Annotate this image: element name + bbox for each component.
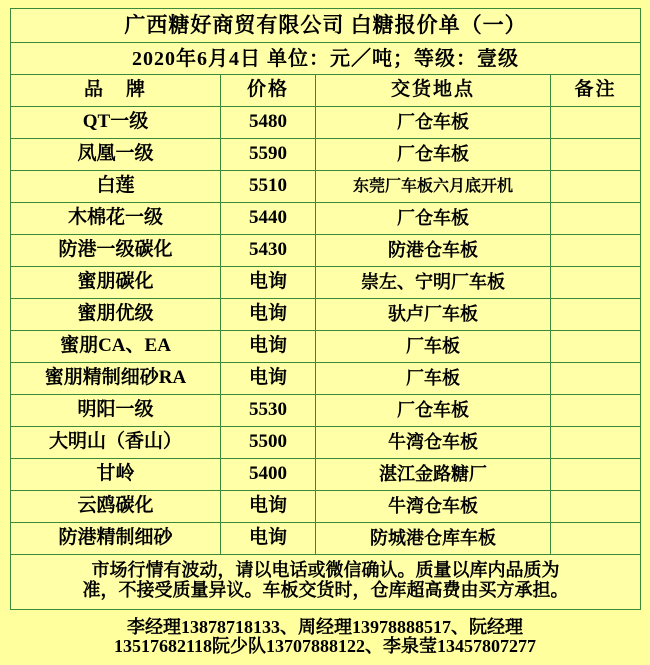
cell-price: 电询 (221, 523, 316, 555)
table-header-row (11, 75, 641, 107)
table-row (11, 299, 641, 331)
cell-place: 防港仓车板 (316, 235, 551, 267)
cell-remark (551, 363, 641, 395)
table-row (11, 363, 641, 395)
cell-remark (551, 235, 641, 267)
contact-row (10, 610, 640, 665)
cell-price: 电询 (221, 331, 316, 363)
cell-price: 5440 (221, 203, 316, 235)
cell-remark (551, 267, 641, 299)
table-row (11, 107, 641, 139)
price-table (10, 8, 641, 610)
table-row (11, 523, 641, 555)
header-place: 交货地点 (316, 75, 551, 107)
cell-place: 厂仓车板 (316, 107, 551, 139)
subtitle-row (11, 43, 641, 75)
cell-price: 5510 (221, 171, 316, 203)
table-row (11, 139, 641, 171)
cell-place: 驮卢厂车板 (316, 299, 551, 331)
table-row (11, 203, 641, 235)
cell-remark (551, 107, 641, 139)
cell-brand: 防港精制细砂 (11, 523, 221, 555)
cell-price: 电询 (221, 267, 316, 299)
contact-line-2: 13517682118阮少队13707888122、李泉莹13457807277 (113, 636, 536, 657)
cell-price: 电询 (221, 491, 316, 523)
cell-brand: 木棉花一级 (11, 203, 221, 235)
table-row (11, 331, 641, 363)
contact-block (10, 610, 640, 665)
note-line-1: 市场行情有波动，请以电话或微信确认。质量以库内品质为 (91, 560, 560, 580)
cell-remark (551, 427, 641, 459)
note-line-2: 准，不接受质量异议。车板交货时，仓库超高费由买方承担。 (82, 579, 569, 600)
cell-brand: 大明山（香山） (11, 427, 221, 459)
cell-price: 电询 (221, 363, 316, 395)
cell-price: 5500 (221, 427, 316, 459)
table-row (11, 171, 641, 203)
table-row (11, 491, 641, 523)
note-block (11, 555, 641, 610)
note-row (11, 555, 641, 610)
cell-brand: 防港一级碳化 (11, 235, 221, 267)
document-title: 广西糖好商贸有限公司 白糖报价单（一） (11, 9, 641, 43)
document-subtitle: 2020年6月4日 单位：元／吨；等级：壹级 (11, 43, 641, 75)
table-row (11, 395, 641, 427)
table-row (11, 267, 641, 299)
cell-place: 牛湾仓车板 (316, 427, 551, 459)
title-row (11, 9, 641, 43)
contact-table (10, 610, 640, 665)
cell-remark (551, 171, 641, 203)
cell-brand: 甘岭 (11, 459, 221, 491)
cell-brand: QT一级 (11, 107, 221, 139)
cell-brand: 蜜朋CA、EA (11, 331, 221, 363)
cell-place: 崇左、宁明厂车板 (316, 267, 551, 299)
cell-remark (551, 491, 641, 523)
cell-price: 5530 (221, 395, 316, 427)
cell-remark (551, 299, 641, 331)
cell-place: 厂车板 (316, 331, 551, 363)
cell-brand: 云鸥碳化 (11, 491, 221, 523)
price-table-body (11, 9, 641, 610)
cell-place: 牛湾仓车板 (316, 491, 551, 523)
cell-place: 厂仓车板 (316, 139, 551, 171)
cell-remark (551, 203, 641, 235)
cell-place: 防城港仓库车板 (316, 523, 551, 555)
cell-brand: 蜜朋优级 (11, 299, 221, 331)
cell-price: 电询 (221, 299, 316, 331)
contact-line-1: 李经理13878718133、周经理13978888517、阮经理 (127, 616, 523, 637)
cell-place: 厂车板 (316, 363, 551, 395)
cell-remark (551, 459, 641, 491)
cell-price: 5430 (221, 235, 316, 267)
cell-brand: 明阳一级 (11, 395, 221, 427)
cell-price: 5480 (221, 107, 316, 139)
cell-place: 东莞厂车板六月底开机 (316, 171, 551, 203)
cell-place: 厂仓车板 (316, 395, 551, 427)
cell-remark (551, 395, 641, 427)
cell-remark (551, 523, 641, 555)
table-row (11, 427, 641, 459)
cell-place: 湛江金路糖厂 (316, 459, 551, 491)
header-price: 价格 (221, 75, 316, 107)
cell-remark (551, 139, 641, 171)
header-remark: 备注 (551, 75, 641, 107)
cell-price: 5400 (221, 459, 316, 491)
cell-brand: 蜜朋碳化 (11, 267, 221, 299)
cell-remark (551, 331, 641, 363)
cell-place: 厂仓车板 (316, 203, 551, 235)
cell-price: 5590 (221, 139, 316, 171)
cell-brand: 蜜朋精制细砂RA (11, 363, 221, 395)
header-brand: 品 牌 (11, 75, 221, 107)
cell-brand: 白莲 (11, 171, 221, 203)
cell-brand: 凤凰一级 (11, 139, 221, 171)
table-row (11, 235, 641, 267)
table-row (11, 459, 641, 491)
